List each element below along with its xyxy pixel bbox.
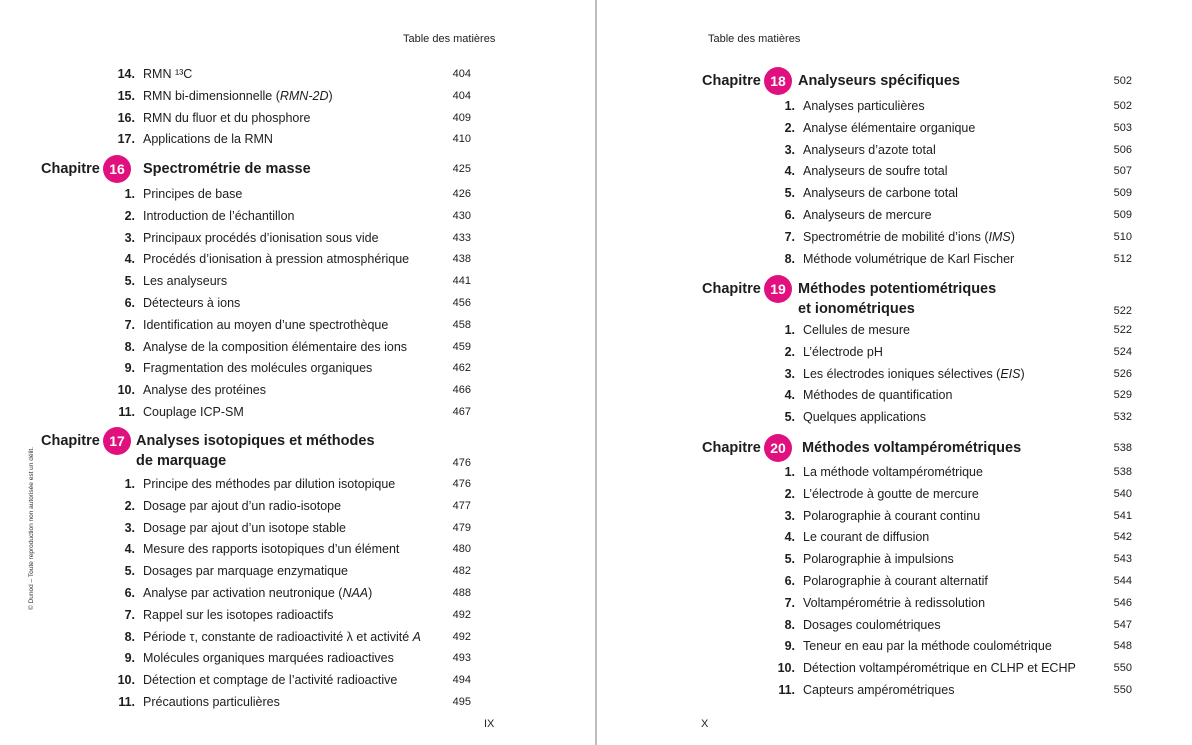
toc-entry[interactable] (107, 85, 471, 107)
entry-page-number: 509 (1113, 187, 1132, 200)
entry-page-number: 480 (452, 543, 471, 556)
entry-page-number: 409 (452, 111, 471, 124)
entry-page-number: 476 (452, 478, 471, 490)
toc-entry[interactable] (767, 570, 1132, 592)
entry-page-number: 488 (452, 587, 471, 599)
entry-page-number: 495 (452, 696, 471, 708)
entry-page-number: 462 (452, 362, 471, 375)
chapter-heading[interactable] (702, 275, 1132, 321)
toc-entry[interactable] (107, 473, 471, 495)
entry-number: 4. (784, 388, 795, 403)
entry-number: 11. (118, 405, 135, 419)
toc-entry[interactable] (767, 117, 1132, 139)
entry-number: 7. (124, 607, 135, 622)
chapter-title: Spectrométrie de masse (143, 161, 311, 177)
entry-number: 5. (784, 410, 795, 425)
toc-entry[interactable] (107, 560, 471, 582)
chapter-label: Chapitre (702, 281, 761, 297)
toc-entry[interactable] (107, 248, 471, 270)
entry-title: Teneur en eau par la méthode coulométrique (803, 639, 1052, 654)
toc-entry[interactable] (767, 95, 1132, 117)
entry-title-abbreviation: NAA (342, 586, 369, 600)
entry-page-number: 479 (452, 521, 471, 534)
entry-page-number: 529 (1113, 389, 1132, 402)
entry-number: 16. (117, 110, 135, 125)
entry-page-number: 510 (1113, 230, 1132, 243)
entry-title: Détecteurs à ions (143, 296, 241, 310)
entry-number: 3. (784, 366, 795, 381)
entry-number: 15. (117, 88, 135, 103)
chapter-title-continued: de marquage (136, 453, 227, 469)
entry-number: 5. (784, 186, 795, 201)
chapter-page-number: 425 (452, 163, 471, 175)
entry-title: Procédés d’ionisation à pression atmosphérique (143, 252, 410, 267)
entry-title: Précautions particulières (143, 695, 280, 709)
entry-number: 1. (124, 187, 135, 201)
entry-number: 3. (124, 520, 135, 535)
entry-title: Méthode volumétrique de Karl Fischer (803, 251, 1015, 266)
entry-title: La méthode voltampérométrique (803, 465, 983, 479)
entry-title: Méthodes de quantification (803, 388, 953, 403)
entry-title: Spectrométrie de mobilité d’ions (IMS) (803, 229, 1015, 244)
entry-number: 6. (784, 208, 795, 222)
toc-entry[interactable] (107, 128, 471, 150)
chapter-number-badge: 16 (103, 155, 131, 183)
entry-number: 4. (124, 252, 135, 267)
entry-page-number: 538 (1113, 466, 1132, 478)
chapter-label: Chapitre (702, 73, 761, 89)
chapter-page-number: 538 (1113, 442, 1132, 454)
entry-title: RMN ¹³C (143, 67, 193, 81)
entry-page-number: 456 (452, 297, 471, 309)
toc-entry[interactable] (107, 379, 471, 401)
toc-entry[interactable] (767, 248, 1132, 270)
toc-entry[interactable] (767, 182, 1132, 204)
chapter-number-badge: 17 (103, 427, 131, 455)
toc-entry[interactable] (767, 204, 1132, 226)
entry-title: Le courant de diffusion (803, 530, 930, 545)
entry-number: 5. (784, 552, 795, 567)
toc-entry[interactable] (767, 614, 1132, 636)
entry-number: 2. (784, 344, 795, 359)
entry-title: Dosages coulométriques (803, 617, 941, 632)
entry-page-number: 404 (452, 68, 471, 80)
entry-page-number: 506 (1113, 143, 1132, 156)
entry-number: 8. (784, 617, 795, 632)
toc-entry[interactable] (107, 227, 471, 249)
entry-title: Analyseurs d’azote total (803, 142, 936, 157)
entry-title: Analyse élémentaire organique (803, 120, 976, 135)
entry-number: 10. (777, 661, 795, 676)
entry-number: 7. (124, 317, 135, 332)
toc-entry[interactable] (767, 341, 1132, 363)
entry-title: RMN bi-dimensionnelle (RMN-2D) (143, 88, 333, 103)
entry-title: Cellules de mesure (803, 323, 910, 337)
entry-title: Analyse des protéines (143, 383, 266, 398)
chapter-label: Chapitre (702, 440, 761, 456)
toc-entry[interactable] (107, 336, 471, 358)
entry-title-abbreviation: RMN-2D (279, 88, 329, 103)
entry-number: 4. (784, 164, 795, 179)
entry-number: 2. (784, 120, 795, 135)
entry-number: 9. (784, 639, 795, 654)
toc-entry[interactable] (767, 679, 1132, 701)
entry-title: Applications de la RMN (143, 132, 273, 147)
chapter-heading[interactable] (702, 434, 1132, 462)
entry-number: 10. (117, 673, 135, 688)
entry-title: Voltampérométrie à redissolution (803, 595, 986, 610)
entry-page-number: 548 (1113, 640, 1132, 653)
entry-number: 8. (124, 339, 135, 354)
entry-number: 4. (784, 530, 795, 545)
entry-page-number: 540 (1113, 487, 1132, 500)
entry-page-number: 404 (452, 89, 471, 102)
entry-number: 3. (784, 508, 795, 523)
entry-number: 11. (118, 695, 135, 709)
entry-number: 11. (778, 683, 795, 697)
chapter-number-badge: 19 (764, 275, 792, 303)
entry-title: Analyseurs de carbone total (803, 186, 958, 201)
entry-title-abbreviation: A (412, 629, 422, 644)
entry-page-number: 426 (452, 188, 471, 200)
entry-title: Quelques applications (803, 410, 926, 425)
entry-title: Rappel sur les isotopes radioactifs (143, 607, 334, 622)
chapter-page-number: 522 (1113, 305, 1132, 317)
page-number: IX (484, 718, 495, 730)
chapter-number-badge: 18 (764, 67, 792, 95)
entry-number: 14. (117, 67, 135, 81)
entry-number: 3. (124, 230, 135, 245)
entry-number: 2. (124, 498, 135, 513)
entry-number: 7. (784, 595, 795, 610)
toc-entry[interactable] (767, 592, 1132, 614)
entry-page-number: 492 (452, 630, 471, 643)
toc-entry[interactable] (107, 495, 471, 517)
entry-title: L’électrode pH (803, 344, 883, 359)
toc-entry[interactable] (767, 461, 1132, 483)
entry-number: 5. (124, 564, 135, 579)
entry-page-number: 541 (1113, 509, 1132, 522)
entry-title: RMN du fluor et du phosphore (143, 110, 311, 125)
toc-entry[interactable] (767, 635, 1132, 657)
entry-title: Analyse par activation neutronique (NAA) (143, 586, 373, 600)
toc-entry[interactable] (107, 292, 471, 314)
toc-entry[interactable] (107, 604, 471, 626)
toc-entry[interactable] (107, 647, 471, 669)
entry-page-number: 524 (1113, 345, 1132, 358)
chapter-number-badge: 20 (764, 434, 792, 462)
entry-page-number: 532 (1113, 411, 1132, 424)
entry-title: Les électrodes ioniques sélectives (EIS) (803, 366, 1025, 381)
toc-entry[interactable] (107, 314, 471, 336)
chapter-heading[interactable] (41, 155, 471, 183)
entry-page-number: 492 (452, 608, 471, 621)
entry-page-number: 493 (452, 652, 471, 665)
entry-page-number: 522 (1113, 324, 1132, 336)
entry-number: 1. (124, 477, 135, 491)
entry-number: 5. (124, 274, 135, 289)
chapter-heading[interactable] (702, 67, 1132, 95)
entry-title: Principaux procédés d’ionisation sous vide (143, 230, 379, 245)
toc-entry[interactable] (107, 205, 471, 227)
entry-page-number: 466 (452, 384, 471, 397)
entry-title: Dosage par ajout d’un radio-isotope (143, 498, 342, 513)
entry-title: Les analyseurs (143, 274, 228, 289)
page-number: X (701, 718, 709, 730)
entry-title: Dosages par marquage enzymatique (143, 564, 348, 579)
entry-title: Identification au moyen d’une spectrothèque (143, 317, 389, 332)
chapter-title: Analyses isotopiques et méthodes (136, 433, 375, 449)
entry-page-number: 512 (1113, 252, 1132, 265)
toc-entry[interactable] (107, 357, 471, 379)
toc-entry[interactable] (107, 63, 471, 85)
toc-entry[interactable] (767, 526, 1132, 548)
entry-page-number: 542 (1113, 531, 1132, 544)
toc-entry[interactable] (767, 657, 1132, 679)
entry-title-abbreviation: EIS (1000, 366, 1021, 381)
entry-page-number: 546 (1113, 596, 1132, 609)
entry-page-number: 438 (452, 253, 471, 266)
entry-title: Polarographie à courant alternatif (803, 574, 988, 588)
entry-title: L’électrode à goutte de mercure (803, 486, 979, 501)
entry-title: Molécules organiques marquées radioactives (143, 651, 394, 666)
toc-entry[interactable] (767, 139, 1132, 161)
entry-page-number: 526 (1113, 367, 1132, 380)
toc-entry[interactable] (767, 483, 1132, 505)
entry-title: Analyseurs de soufre total (803, 164, 948, 179)
chapter-page-number: 476 (452, 457, 471, 469)
chapter-page-number: 502 (1113, 75, 1132, 87)
entry-title: Analyse de la composition élémentaire des ions (143, 339, 408, 354)
entry-number: 2. (124, 208, 135, 223)
chapter-title: Méthodes potentiométriques (798, 281, 997, 297)
entry-title: Introduction de l’échantillon (143, 208, 295, 223)
entry-number: 3. (784, 142, 795, 157)
entry-title: Capteurs ampérométriques (803, 683, 955, 697)
entry-number: 4. (124, 542, 135, 557)
entry-page-number: 441 (452, 275, 471, 288)
entry-title: Détection voltampérométrique en CLHP et ECHP (803, 661, 1076, 676)
entry-number: 17. (117, 132, 135, 147)
entry-page-number: 550 (1113, 662, 1132, 675)
entry-page-number: 509 (1113, 209, 1132, 221)
entry-page-number: 503 (1113, 121, 1132, 134)
entry-title: Période τ, constante de radioactivité λ et activité A (143, 629, 422, 644)
entry-page-number: 467 (452, 406, 471, 418)
toc-entry[interactable] (767, 548, 1132, 570)
entry-page-number: 430 (452, 209, 471, 222)
entry-title: Principe des méthodes par dilution isotopique (143, 477, 396, 491)
chapter-title-continued: et ionométriques (798, 301, 915, 317)
entry-page-number: 482 (452, 565, 471, 578)
entry-title: Fragmentation des molécules organiques (143, 361, 373, 376)
toc-entry[interactable] (107, 401, 471, 423)
entry-title: Mesure des rapports isotopiques d’un élément (143, 542, 400, 557)
toc-entry[interactable] (767, 226, 1132, 248)
entry-number: 9. (124, 651, 135, 666)
toc-entry[interactable] (767, 319, 1132, 341)
chapter-label: Chapitre (41, 433, 100, 449)
entry-number: 7. (784, 229, 795, 244)
toc-entry[interactable] (107, 517, 471, 539)
entry-number: 1. (784, 323, 795, 337)
entry-title: Polarographie à impulsions (803, 552, 954, 567)
entry-page-number: 547 (1113, 618, 1132, 631)
entry-number: 10. (117, 383, 135, 398)
copyright-notice: © Dunod – Toute reproduction non autorisée est un délit. (28, 447, 35, 610)
toc-entry[interactable] (107, 626, 471, 648)
toc-entry[interactable] (107, 270, 471, 292)
entry-page-number: 544 (1113, 575, 1132, 587)
entry-title: Polarographie à courant continu (803, 508, 981, 523)
entry-page-number: 433 (452, 231, 471, 244)
chapter-title: Méthodes voltampérométriques (802, 440, 1022, 456)
chapter-title: Analyseurs spécifiques (798, 73, 960, 89)
toc-entry[interactable] (107, 669, 471, 691)
toc-entry[interactable] (767, 505, 1132, 527)
running-head: Table des matières (403, 33, 496, 45)
entry-number: 1. (784, 465, 795, 479)
entry-number: 8. (124, 629, 135, 644)
entry-page-number: 410 (452, 133, 471, 146)
chapter-label: Chapitre (41, 161, 100, 177)
entry-number: 2. (784, 486, 795, 501)
entry-page-number: 507 (1113, 165, 1132, 178)
entry-title: Principes de base (143, 187, 243, 201)
entry-number: 6. (784, 574, 795, 588)
entry-page-number: 494 (452, 674, 471, 687)
entry-page-number: 458 (452, 318, 471, 331)
entry-page-number: 459 (452, 340, 471, 353)
entry-page-number: 543 (1113, 553, 1132, 566)
entry-page-number: 550 (1113, 684, 1132, 696)
toc-entry[interactable] (767, 406, 1132, 428)
toc-entry[interactable] (107, 183, 471, 205)
entry-title-abbreviation: IMS (988, 229, 1011, 244)
toc-entry[interactable] (107, 582, 471, 604)
entry-title: Détection et comptage de l’activité radioactive (143, 673, 398, 688)
entry-number: 9. (124, 361, 135, 376)
right-page (597, 0, 1192, 745)
toc-entry[interactable] (107, 107, 471, 129)
entry-page-number: 477 (452, 499, 471, 512)
running-head: Table des matières (708, 33, 801, 45)
entry-title: Dosage par ajout d’un isotope stable (143, 520, 346, 535)
entry-number: 6. (124, 296, 135, 310)
entry-number: 1. (784, 99, 795, 113)
left-page (0, 0, 595, 745)
entry-number: 8. (784, 251, 795, 266)
entry-number: 6. (124, 586, 135, 600)
toc-entry[interactable] (767, 160, 1132, 182)
toc-entry[interactable] (767, 363, 1132, 385)
toc-entry[interactable] (107, 538, 471, 560)
entry-page-number: 502 (1113, 100, 1132, 112)
entry-title: Analyses particulières (803, 99, 925, 113)
entry-title: Analyseurs de mercure (803, 208, 932, 222)
entry-title: Couplage ICP-SM (143, 405, 244, 419)
toc-entry[interactable] (107, 691, 471, 713)
toc-entry[interactable] (767, 384, 1132, 406)
chapter-heading[interactable] (41, 427, 471, 473)
